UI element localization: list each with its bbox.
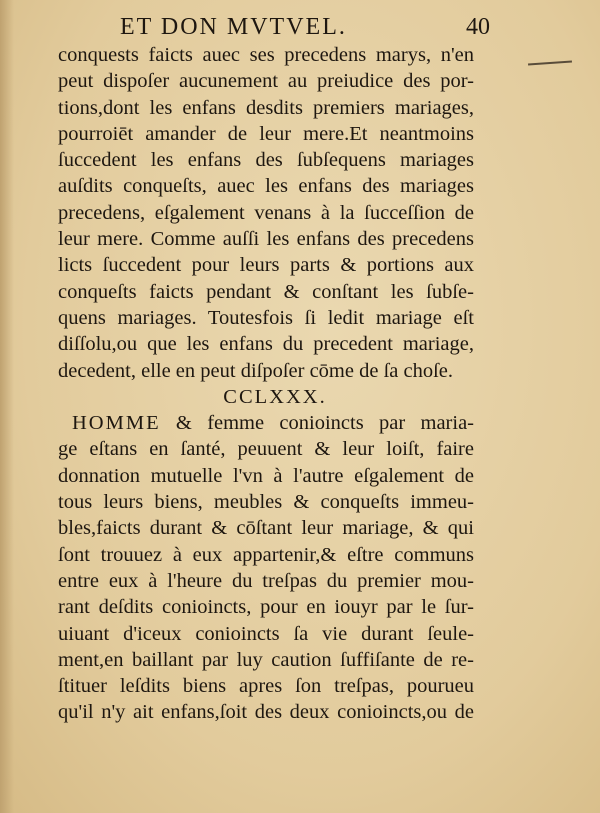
article-first-line-text: & femme conioincts par maria- [175,412,474,435]
text-line: ſont trouuez à eux appartenir,& eſtre communs [58,543,474,566]
page-number: 40 [466,14,490,40]
text-line: pourroiēt amander de leur mere.Et neantmoins [58,122,474,145]
text-line: decedent, elle en peut diſpoſer cōme de ſa choſe. [58,359,454,382]
text-line: entre eux à l'heure du treſpas du premier mou- [58,569,474,592]
page-header [100,10,490,44]
text-line: precedens, eſgalement venans à la ſucceſſion de [58,201,474,224]
text-line: donnation mutuelle l'vn à l'autre eſgalement de [58,464,474,487]
text-line: peut dispoſer aucunement au preiudice des por- [58,70,474,93]
text-line: ge eſtans en ſanté, peuuent & leur loiſt, faire [58,438,474,461]
text-line: tous leurs biens, meubles & conqueſts immeu- [58,491,474,514]
margin-pen-mark [528,60,572,65]
article-first-line [58,410,474,436]
text-line: bles,faicts durant & cōſtant leur mariage, & qui [58,517,474,540]
text-line: rant deſdits conioincts, pour en iouyr par le ſur- [58,596,474,619]
text-line: diſſolu,ou que les enfans du precedent mariage, [58,333,474,356]
text-line: tions,dont les enfans desdits premiers mariages, [58,96,474,119]
text-line: ment,en baillant par luy caution ſuffiſante de re- [58,648,474,671]
text-line: qu'il n'y ait enfans,ſoit des deux conioincts,ou de [58,701,474,724]
text-line: quens mariages. Toutesfois ſi ledit mariage eſt [58,306,474,329]
body-text [58,42,474,726]
running-head: ET DON MVTVEL. [120,14,347,40]
article-opening-word: HOMME [72,412,161,435]
text-line: conqueſts faicts pendant & conſtant les ſubſe- [58,280,474,303]
article-number: CCLXXX. [223,385,327,408]
text-line: conquests faicts auec ses precedens marys, n'en [58,44,474,66]
text-line: auſdits conqueſts, auec les enfans des mariages [58,175,474,198]
text-line: ſuccedent les enfans des ſubſequens mariages [58,149,474,172]
text-line: licts ſuccedent pour leurs parts & portions aux [58,254,474,277]
text-line: uiuant d'iceux conioincts ſa vie durant ſeule- [58,622,474,645]
text-line: ſtituer leſdits biens apres ſon treſpas, pourueu [58,675,474,698]
text-line: leur mere. Comme auſſi les enfans des precedens [58,228,474,251]
